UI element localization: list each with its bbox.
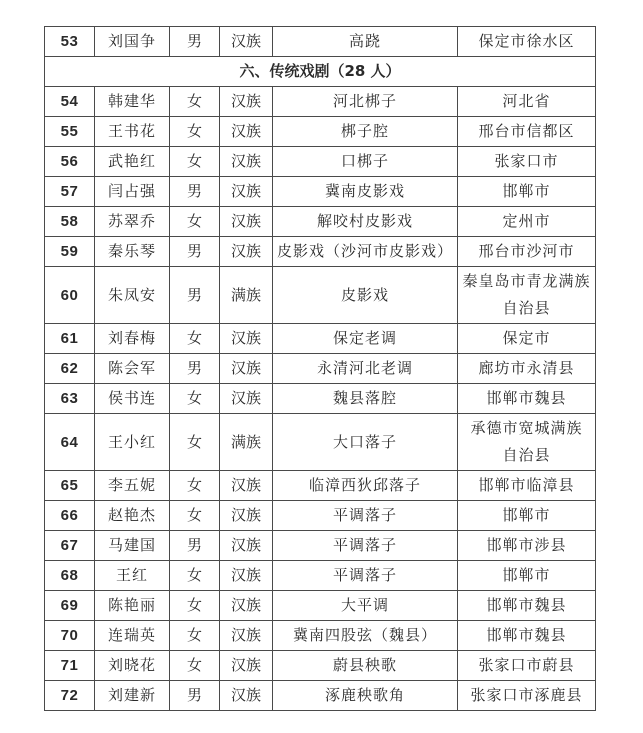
project-cell: 河北梆子 bbox=[273, 87, 458, 117]
region-cell bbox=[458, 414, 596, 471]
row-number: 71 bbox=[45, 651, 95, 681]
project-cell: 平调落子 bbox=[273, 531, 458, 561]
project-cell: 魏县落腔 bbox=[273, 384, 458, 414]
table-row bbox=[45, 591, 596, 621]
project-cell: 口梆子 bbox=[273, 147, 458, 177]
row-number: 67 bbox=[45, 531, 95, 561]
gender-cell: 男 bbox=[170, 237, 220, 267]
table-row bbox=[45, 651, 596, 681]
ethnicity-cell: 满族 bbox=[220, 267, 273, 324]
ethnicity-cell: 汉族 bbox=[220, 354, 273, 384]
row-number: 63 bbox=[45, 384, 95, 414]
gender-cell: 女 bbox=[170, 147, 220, 177]
row-number: 61 bbox=[45, 324, 95, 354]
region-cell: 张家口市 bbox=[458, 147, 596, 177]
table-row bbox=[45, 681, 596, 711]
region-line-2: 自治县 bbox=[502, 299, 551, 317]
row-number: 55 bbox=[45, 117, 95, 147]
region-cell: 张家口市涿鹿县 bbox=[458, 681, 596, 711]
name-cell: 王红 bbox=[95, 561, 170, 591]
table-row bbox=[45, 117, 596, 147]
project-cell: 平调落子 bbox=[273, 561, 458, 591]
row-number: 59 bbox=[45, 237, 95, 267]
ethnicity-cell: 汉族 bbox=[220, 531, 273, 561]
project-cell: 永清河北老调 bbox=[273, 354, 458, 384]
table-row bbox=[45, 471, 596, 501]
ethnicity-cell: 汉族 bbox=[220, 177, 273, 207]
name-cell: 侯书连 bbox=[95, 384, 170, 414]
project-cell: 临漳西狄邱落子 bbox=[273, 471, 458, 501]
ethnicity-cell: 汉族 bbox=[220, 147, 273, 177]
ethnicity-cell: 汉族 bbox=[220, 471, 273, 501]
ethnicity-cell: 汉族 bbox=[220, 207, 273, 237]
gender-cell: 女 bbox=[170, 414, 220, 471]
region-cell: 河北省 bbox=[458, 87, 596, 117]
gender-cell: 男 bbox=[170, 681, 220, 711]
gender-cell: 男 bbox=[170, 354, 220, 384]
row-number: 58 bbox=[45, 207, 95, 237]
table-row bbox=[45, 324, 596, 354]
ethnicity-cell: 汉族 bbox=[220, 591, 273, 621]
name-cell: 刘晓花 bbox=[95, 651, 170, 681]
row-number: 57 bbox=[45, 177, 95, 207]
ethnicity-cell: 汉族 bbox=[220, 117, 273, 147]
table-row bbox=[45, 621, 596, 651]
region-line-2: 自治县 bbox=[502, 446, 551, 464]
table-row bbox=[45, 87, 596, 117]
ethnicity-cell: 汉族 bbox=[220, 87, 273, 117]
gender-cell: 女 bbox=[170, 324, 220, 354]
project-cell: 高跷 bbox=[273, 27, 458, 57]
name-cell: 朱凤安 bbox=[95, 267, 170, 324]
gender-cell: 女 bbox=[170, 87, 220, 117]
ethnicity-cell: 汉族 bbox=[220, 384, 273, 414]
section-title: 六、传统戏剧（28 人） bbox=[45, 57, 596, 87]
table-row bbox=[45, 501, 596, 531]
gender-cell: 女 bbox=[170, 561, 220, 591]
region-cell: 邢台市信都区 bbox=[458, 117, 596, 147]
gender-cell: 男 bbox=[170, 531, 220, 561]
row-number: 72 bbox=[45, 681, 95, 711]
region-cell: 廊坊市永清县 bbox=[458, 354, 596, 384]
project-cell: 皮影戏 bbox=[273, 267, 458, 324]
row-number: 62 bbox=[45, 354, 95, 384]
name-cell: 刘国争 bbox=[95, 27, 170, 57]
name-cell: 赵艳杰 bbox=[95, 501, 170, 531]
name-cell: 苏翠乔 bbox=[95, 207, 170, 237]
project-cell: 梆子腔 bbox=[273, 117, 458, 147]
section-header-row bbox=[45, 57, 596, 87]
name-cell: 闫占强 bbox=[95, 177, 170, 207]
project-cell: 大口落子 bbox=[273, 414, 458, 471]
row-number: 68 bbox=[45, 561, 95, 591]
project-cell: 冀南四股弦（魏县） bbox=[273, 621, 458, 651]
region-cell: 邯郸市魏县 bbox=[458, 384, 596, 414]
table-row bbox=[45, 561, 596, 591]
name-cell: 李五妮 bbox=[95, 471, 170, 501]
ethnicity-cell: 满族 bbox=[220, 414, 273, 471]
table-row bbox=[45, 147, 596, 177]
gender-cell: 女 bbox=[170, 471, 220, 501]
inheritor-roster-table bbox=[44, 26, 596, 711]
table-row bbox=[45, 237, 596, 267]
name-cell: 陈会军 bbox=[95, 354, 170, 384]
row-number: 65 bbox=[45, 471, 95, 501]
name-cell: 王小红 bbox=[95, 414, 170, 471]
name-cell: 韩建华 bbox=[95, 87, 170, 117]
ethnicity-cell: 汉族 bbox=[220, 561, 273, 591]
gender-cell: 女 bbox=[170, 591, 220, 621]
region-cell: 保定市徐水区 bbox=[458, 27, 596, 57]
table-row bbox=[45, 414, 596, 471]
gender-cell: 女 bbox=[170, 207, 220, 237]
name-cell: 王书花 bbox=[95, 117, 170, 147]
project-cell: 冀南皮影戏 bbox=[273, 177, 458, 207]
name-cell: 刘建新 bbox=[95, 681, 170, 711]
row-number: 56 bbox=[45, 147, 95, 177]
gender-cell: 女 bbox=[170, 117, 220, 147]
name-cell: 刘春梅 bbox=[95, 324, 170, 354]
table-row bbox=[45, 177, 596, 207]
region-cell bbox=[458, 267, 596, 324]
gender-cell: 男 bbox=[170, 267, 220, 324]
table-row bbox=[45, 207, 596, 237]
region-cell: 邯郸市临漳县 bbox=[458, 471, 596, 501]
region-cell: 邯郸市涉县 bbox=[458, 531, 596, 561]
region-cell: 邯郸市 bbox=[458, 501, 596, 531]
region-cell: 邯郸市 bbox=[458, 561, 596, 591]
gender-cell: 女 bbox=[170, 384, 220, 414]
region-cell: 保定市 bbox=[458, 324, 596, 354]
project-cell: 解咬村皮影戏 bbox=[273, 207, 458, 237]
ethnicity-cell: 汉族 bbox=[220, 621, 273, 651]
gender-cell: 男 bbox=[170, 177, 220, 207]
gender-cell: 女 bbox=[170, 501, 220, 531]
name-cell: 秦乐琴 bbox=[95, 237, 170, 267]
table-row bbox=[45, 27, 596, 57]
project-cell: 蔚县秧歌 bbox=[273, 651, 458, 681]
region-line-1: 秦皇岛市青龙满族 bbox=[462, 272, 591, 290]
region-cell: 邯郸市魏县 bbox=[458, 591, 596, 621]
row-number: 70 bbox=[45, 621, 95, 651]
row-number: 53 bbox=[45, 27, 95, 57]
project-cell: 涿鹿秧歌角 bbox=[273, 681, 458, 711]
table-row bbox=[45, 384, 596, 414]
ethnicity-cell: 汉族 bbox=[220, 324, 273, 354]
row-number: 54 bbox=[45, 87, 95, 117]
ethnicity-cell: 汉族 bbox=[220, 237, 273, 267]
region-cell: 邯郸市 bbox=[458, 177, 596, 207]
project-cell: 平调落子 bbox=[273, 501, 458, 531]
ethnicity-cell: 汉族 bbox=[220, 651, 273, 681]
project-cell: 大平调 bbox=[273, 591, 458, 621]
row-number: 60 bbox=[45, 267, 95, 324]
name-cell: 连瑞英 bbox=[95, 621, 170, 651]
region-cell: 邢台市沙河市 bbox=[458, 237, 596, 267]
row-number: 64 bbox=[45, 414, 95, 471]
gender-cell: 男 bbox=[170, 27, 220, 57]
name-cell: 武艳红 bbox=[95, 147, 170, 177]
name-cell: 马建国 bbox=[95, 531, 170, 561]
project-cell: 皮影戏（沙河市皮影戏） bbox=[273, 237, 458, 267]
region-cell: 邯郸市魏县 bbox=[458, 621, 596, 651]
name-cell: 陈艳丽 bbox=[95, 591, 170, 621]
region-cell: 定州市 bbox=[458, 207, 596, 237]
gender-cell: 女 bbox=[170, 621, 220, 651]
table-row bbox=[45, 267, 596, 324]
gender-cell: 女 bbox=[170, 651, 220, 681]
row-number: 66 bbox=[45, 501, 95, 531]
region-line-1: 承德市宽城满族 bbox=[470, 419, 583, 437]
row-number: 69 bbox=[45, 591, 95, 621]
ethnicity-cell: 汉族 bbox=[220, 27, 273, 57]
ethnicity-cell: 汉族 bbox=[220, 681, 273, 711]
region-cell: 张家口市蔚县 bbox=[458, 651, 596, 681]
table-row bbox=[45, 354, 596, 384]
ethnicity-cell: 汉族 bbox=[220, 501, 273, 531]
table-row bbox=[45, 531, 596, 561]
project-cell: 保定老调 bbox=[273, 324, 458, 354]
